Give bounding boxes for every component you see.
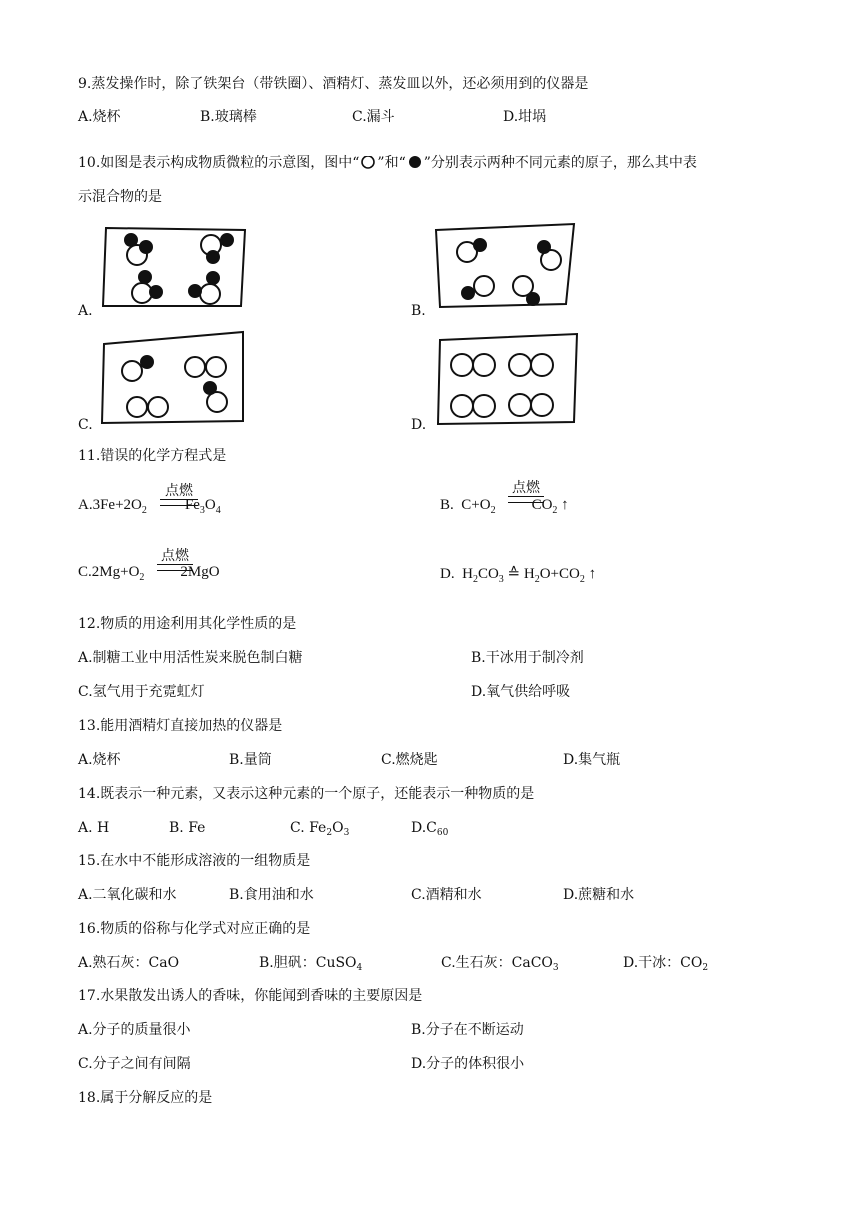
q12-stem: 12.物质的用途利用其化学性质的是 bbox=[78, 616, 297, 632]
q12-option-c: C.氢气用于充霓虹灯 bbox=[78, 684, 205, 700]
q11-condition-c: 点燃 bbox=[157, 549, 193, 571]
diagram-b bbox=[434, 222, 578, 312]
q15-option-b: B.食用油和水 bbox=[229, 887, 314, 903]
q17-option-d: D.分子的体积很小 bbox=[411, 1056, 525, 1072]
q11-stem: 11.错误的化学方程式是 bbox=[78, 448, 227, 464]
q14-option-c: C. $Fe_2O_3$ bbox=[290, 820, 350, 838]
q9-option-a: A.烧杯 bbox=[78, 109, 121, 125]
q11-equation-d: D. $H_2CO_3$ ≙ $H_2O+CO_2$ ↑ bbox=[440, 566, 597, 585]
q11-condition-a: 点燃 bbox=[160, 484, 198, 506]
q12-option-a: A.制糖工业中用活性炭来脱色制白糖 bbox=[78, 650, 303, 666]
q14-option-b: B. Fe bbox=[169, 820, 206, 836]
q10-label-b: B. bbox=[411, 303, 426, 319]
q16-option-b: B.胆矾：CuSO$_4$ bbox=[259, 955, 363, 973]
q17-option-c: C.分子之间有间隔 bbox=[78, 1056, 191, 1072]
diagram-a bbox=[100, 224, 250, 310]
q17-option-a: A.分子的质量很小 bbox=[78, 1022, 191, 1038]
q16-option-a: A.熟石灰：CaO bbox=[78, 955, 180, 971]
q11-equation-c: $C.2Mg+O_2$ 2MgO bbox=[78, 564, 220, 583]
q9-option-d: D.坩埚 bbox=[503, 109, 547, 125]
q10-label-a: A. bbox=[78, 303, 93, 319]
q17-stem: 17.水果散发出诱人的香味，你能闻到香味的主要原因是 bbox=[78, 988, 423, 1004]
q10-stem: 10.如图是表示构成物质微粒的示意图，图中“ ”和“ ”分别表示两种不同元素的原子，那么其中表 bbox=[78, 155, 697, 171]
q13-stem: 13.能用酒精灯直接加热的仪器是 bbox=[78, 718, 283, 734]
q11-equation-b: B. $C+O_2$ $CO_2$ ↑ bbox=[440, 497, 569, 516]
q13-option-a: A.烧杯 bbox=[78, 752, 121, 768]
q11-condition-b: 点燃 bbox=[508, 481, 544, 503]
q17-option-b: B.分子在不断运动 bbox=[411, 1022, 524, 1038]
q13-option-d: D.集气瓶 bbox=[563, 752, 621, 768]
q12-option-b: B.干冰用于制冷剂 bbox=[471, 650, 584, 666]
q9-option-b: B.玻璃棒 bbox=[200, 109, 257, 125]
q16-option-d: D.干冰：$CO_2$ bbox=[623, 955, 709, 973]
q11-equation-a: $A.3Fe+2O_2$ $Fe_3O_4$ bbox=[78, 497, 221, 516]
q10-label-c: C. bbox=[78, 417, 93, 433]
q18-stem: 18.属于分解反应的是 bbox=[78, 1090, 213, 1106]
q13-option-c: C.燃烧匙 bbox=[381, 752, 438, 768]
q15-stem: 15.在水中不能形成溶液的一组物质是 bbox=[78, 853, 311, 869]
black-atom-icon bbox=[406, 156, 424, 170]
diagram-c bbox=[100, 330, 248, 426]
q12-option-d: D.氧气供给呼吸 bbox=[471, 684, 571, 700]
q10-stem-line2: 示混合物的是 bbox=[78, 189, 162, 205]
q15-option-a: A.二氧化碳和水 bbox=[78, 887, 177, 903]
q14-option-d: $D.C_{60}$ bbox=[411, 820, 449, 838]
q13-option-b: B.量筒 bbox=[229, 752, 272, 768]
q15-option-c: C.酒精和水 bbox=[411, 887, 482, 903]
q16-option-c: C.生石灰：CaCO$_3$ bbox=[441, 955, 559, 973]
q10-label-d: D. bbox=[411, 417, 427, 433]
q14-option-a: A. H bbox=[78, 820, 110, 836]
q9-option-c: C.漏斗 bbox=[352, 109, 395, 125]
diagram-d bbox=[434, 332, 580, 428]
q16-stem: 16.物质的俗称与化学式对应正确的是 bbox=[78, 921, 311, 937]
q15-option-d: D.蔗糖和水 bbox=[563, 887, 635, 903]
white-atom-icon bbox=[359, 156, 377, 170]
q14-stem: 14.既表示一种元素，又表示这种元素的一个原子，还能表示一种物质的是 bbox=[78, 786, 535, 802]
q9-stem: 9.蒸发操作时，除了铁架台（带铁圈）、酒精灯、蒸发皿以外，还必须用到的仪器是 bbox=[78, 76, 589, 92]
